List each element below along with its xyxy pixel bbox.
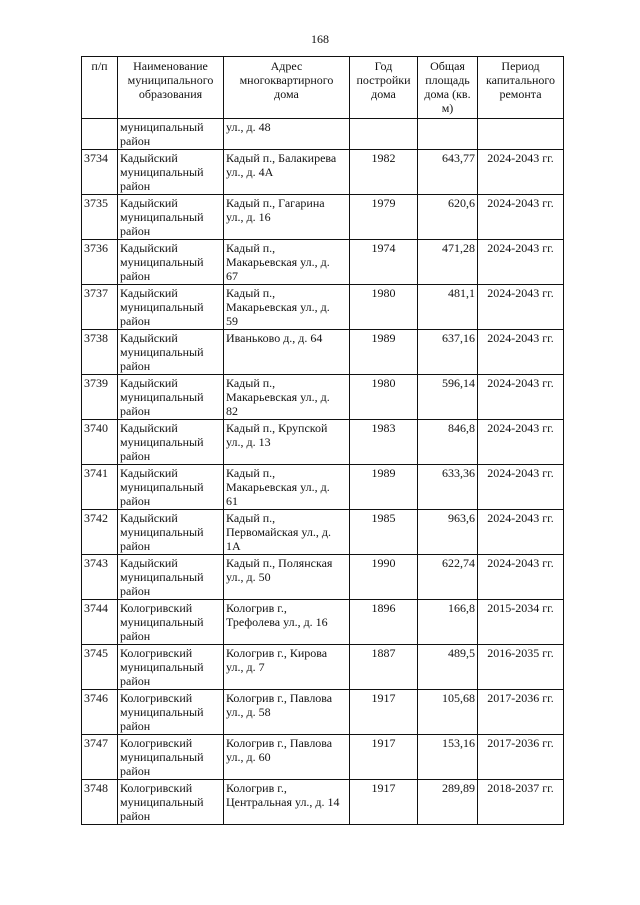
cell-address <box>224 195 350 240</box>
cell-num: 3740 <box>82 420 118 465</box>
table-row <box>82 690 564 735</box>
address-line: Кадый п., <box>226 286 276 300</box>
municipality-line: район <box>120 494 151 508</box>
municipality-line: Кологривский <box>120 601 193 615</box>
cell-num: 3735 <box>82 195 118 240</box>
municipality-line: Кологривский <box>120 691 193 705</box>
municipality-line: муниципальный <box>120 660 204 674</box>
address-line: Макарьевская ул., д. <box>226 255 330 269</box>
cell-period: 2016-2035 гг. <box>478 645 564 690</box>
cell-municipality <box>118 285 224 330</box>
table-row <box>82 195 564 240</box>
cell-area: 963,6 <box>418 510 478 555</box>
cell-year: 1985 <box>350 510 418 555</box>
address-line: Кологрив г., Кирова <box>226 646 328 660</box>
address-line: Макарьевская ул., д. <box>226 300 330 314</box>
cell-area <box>418 119 478 150</box>
cell-area: 633,36 <box>418 465 478 510</box>
municipality-line: муниципальный <box>120 345 204 359</box>
cell-period: 2024-2043 гг. <box>478 465 564 510</box>
table-row <box>82 735 564 780</box>
cell-year <box>350 119 418 150</box>
cell-address <box>224 285 350 330</box>
address-line: Кадый п., Гагарина <box>226 196 325 210</box>
municipality-line: муниципальный <box>120 165 204 179</box>
address-line: 59 <box>226 314 238 328</box>
table-row <box>82 600 564 645</box>
cell-year: 1980 <box>350 285 418 330</box>
cell-address <box>224 645 350 690</box>
cell-municipality <box>118 195 224 240</box>
municipality-line: район <box>120 404 151 418</box>
municipality-line: район <box>120 764 151 778</box>
cell-num: 3746 <box>82 690 118 735</box>
cell-num: 3741 <box>82 465 118 510</box>
cell-num: 3738 <box>82 330 118 375</box>
municipality-line: муниципальный <box>120 210 204 224</box>
cell-num: 3737 <box>82 285 118 330</box>
cell-area: 471,28 <box>418 240 478 285</box>
cell-address <box>224 780 350 825</box>
cell-address <box>224 330 350 375</box>
address-line: 1А <box>226 539 241 553</box>
cell-num: 3747 <box>82 735 118 780</box>
table-row <box>82 645 564 690</box>
address-line: Трефолева ул., д. 16 <box>226 615 328 629</box>
cell-municipality <box>118 330 224 375</box>
address-line: Кадый п., Полянская <box>226 556 333 570</box>
address-line: Кологрив г., <box>226 601 287 615</box>
address-line: Макарьевская ул., д. <box>226 480 330 494</box>
cell-period: 2017-2036 гг. <box>478 690 564 735</box>
cell-area: 622,74 <box>418 555 478 600</box>
cell-period: 2024-2043 гг. <box>478 195 564 240</box>
municipality-line: муниципальный <box>120 255 204 269</box>
cell-period: 2024-2043 гг. <box>478 555 564 600</box>
municipality-line: муниципальный <box>120 570 204 584</box>
cell-year: 1989 <box>350 465 418 510</box>
address-line: 67 <box>226 269 238 283</box>
municipality-line: район <box>120 809 151 823</box>
cell-address <box>224 600 350 645</box>
municipality-line: муниципальный <box>120 705 204 719</box>
cell-year: 1983 <box>350 420 418 465</box>
cell-num: 3748 <box>82 780 118 825</box>
header-address: Адрес многоквартирного дома <box>224 57 350 119</box>
address-line: ул., д. 48 <box>226 120 271 134</box>
municipality-line: Кологривский <box>120 781 193 795</box>
address-line: Кадый п., Балакирева <box>226 151 337 165</box>
header-area: Общая площадь дома (кв. м) <box>418 57 478 119</box>
cell-period: 2024-2043 гг. <box>478 375 564 420</box>
cell-municipality <box>118 510 224 555</box>
cell-municipality <box>118 780 224 825</box>
cell-num: 3745 <box>82 645 118 690</box>
cell-area: 620,6 <box>418 195 478 240</box>
cell-year: 1990 <box>350 555 418 600</box>
municipality-line: Кадыйский <box>120 556 178 570</box>
municipality-line: Кадыйский <box>120 466 178 480</box>
municipality-line: район <box>120 539 151 553</box>
cell-area: 289,89 <box>418 780 478 825</box>
address-line: ул., д. 58 <box>226 705 271 719</box>
cell-municipality <box>118 150 224 195</box>
address-line: Кадый п., Крупской <box>226 421 328 435</box>
cell-area: 643,77 <box>418 150 478 195</box>
cell-num: 3739 <box>82 375 118 420</box>
cell-num: 3734 <box>82 150 118 195</box>
cell-period: 2024-2043 гг. <box>478 510 564 555</box>
cell-num: 3742 <box>82 510 118 555</box>
table-row <box>82 555 564 600</box>
table-row <box>82 510 564 555</box>
address-line: Макарьевская ул., д. <box>226 390 330 404</box>
address-line: ул., д. 7 <box>226 660 265 674</box>
cell-area: 481,1 <box>418 285 478 330</box>
municipality-line: район <box>120 314 151 328</box>
cell-year: 1896 <box>350 600 418 645</box>
cell-municipality <box>118 690 224 735</box>
cell-municipality <box>118 600 224 645</box>
cell-year: 1917 <box>350 735 418 780</box>
cell-year: 1989 <box>350 330 418 375</box>
address-line: ул., д. 50 <box>226 570 271 584</box>
address-line: Кадый п., <box>226 241 276 255</box>
header-num: п/п <box>82 57 118 119</box>
municipality-line: муниципальный <box>120 525 204 539</box>
cell-municipality <box>118 555 224 600</box>
cell-address <box>224 420 350 465</box>
cell-year: 1980 <box>350 375 418 420</box>
cell-period: 2017-2036 гг. <box>478 735 564 780</box>
table-row <box>82 240 564 285</box>
municipality-line: Кадыйский <box>120 151 178 165</box>
municipality-line: муниципальный <box>120 435 204 449</box>
address-line: Кадый п., <box>226 466 276 480</box>
table-row <box>82 150 564 195</box>
table-row <box>82 330 564 375</box>
cell-area: 489,5 <box>418 645 478 690</box>
address-line: ул., д. 4А <box>226 165 274 179</box>
cell-num: 3736 <box>82 240 118 285</box>
municipality-line: район <box>120 224 151 238</box>
municipality-line: Кадыйский <box>120 511 178 525</box>
cell-period: 2024-2043 гг. <box>478 285 564 330</box>
municipality-line: район <box>120 674 151 688</box>
municipality-line: муниципальный <box>120 795 204 809</box>
cell-year: 1979 <box>350 195 418 240</box>
address-line: ул., д. 13 <box>226 435 271 449</box>
municipality-line: муниципальный <box>120 750 204 764</box>
cell-municipality <box>118 240 224 285</box>
cell-year: 1917 <box>350 780 418 825</box>
cell-area: 105,68 <box>418 690 478 735</box>
table-header-row <box>82 57 564 119</box>
cell-address <box>224 150 350 195</box>
cell-address <box>224 735 350 780</box>
address-line: Кадый п., <box>226 376 276 390</box>
municipality-line: район <box>120 134 151 148</box>
page-number: 168 <box>311 32 329 46</box>
cell-period: 2024-2043 гг. <box>478 330 564 375</box>
table-row-continuation <box>82 119 564 150</box>
housing-registry-table <box>81 56 564 825</box>
cell-period: 2024-2043 гг. <box>478 240 564 285</box>
municipality-line: Кадыйский <box>120 241 178 255</box>
cell-address <box>224 510 350 555</box>
cell-year: 1917 <box>350 690 418 735</box>
address-line: Первомайская ул., д. <box>226 525 331 539</box>
cell-municipality <box>118 420 224 465</box>
cell-num: 3743 <box>82 555 118 600</box>
address-line: 82 <box>226 404 238 418</box>
municipality-line: район <box>120 179 151 193</box>
address-line: Кадый п., <box>226 511 276 525</box>
address-line: Кологрив г., Павлова <box>226 691 333 705</box>
municipality-line: Кадыйский <box>120 331 178 345</box>
table-row <box>82 420 564 465</box>
municipality-line: район <box>120 629 151 643</box>
address-line: Кологрив г., Павлова <box>226 736 333 750</box>
table-row <box>82 465 564 510</box>
municipality-line: Кологривский <box>120 646 193 660</box>
address-line: Кологрив г., <box>226 781 287 795</box>
cell-year: 1887 <box>350 645 418 690</box>
municipality-line: Кадыйский <box>120 421 178 435</box>
cell-period: 2024-2043 гг. <box>478 420 564 465</box>
cell-period: 2015-2034 гг. <box>478 600 564 645</box>
table-row <box>82 285 564 330</box>
table-row <box>82 780 564 825</box>
municipality-line: муниципальный <box>120 390 204 404</box>
address-line: ул., д. 60 <box>226 750 271 764</box>
cell-period: 2024-2043 гг. <box>478 150 564 195</box>
municipality-line: район <box>120 719 151 733</box>
municipality-line: район <box>120 584 151 598</box>
cell-address <box>224 555 350 600</box>
address-line: ул., д. 16 <box>226 210 271 224</box>
cell-num <box>82 119 118 150</box>
cell-area: 153,16 <box>418 735 478 780</box>
cell-address <box>224 465 350 510</box>
cell-municipality <box>118 465 224 510</box>
cell-address <box>224 240 350 285</box>
municipality-line: муниципальный <box>120 300 204 314</box>
municipality-line: муниципальный <box>120 615 204 629</box>
municipality-line: муниципальный <box>120 120 204 134</box>
header-year: Год постройки дома <box>350 57 418 119</box>
cell-period <box>478 119 564 150</box>
header-municipality: Наименование муниципального образования <box>118 57 224 119</box>
cell-area: 637,16 <box>418 330 478 375</box>
address-line: Центральная ул., д. 14 <box>226 795 340 809</box>
municipality-line: Кологривский <box>120 736 193 750</box>
municipality-line: район <box>120 359 151 373</box>
municipality-line: Кадыйский <box>120 286 178 300</box>
municipality-line: Кадыйский <box>120 376 178 390</box>
cell-period: 2018-2037 гг. <box>478 780 564 825</box>
header-period: Период капитального ремонта <box>478 57 564 119</box>
cell-area: 846,8 <box>418 420 478 465</box>
cell-municipality <box>118 735 224 780</box>
address-line: 61 <box>226 494 238 508</box>
cell-area: 596,14 <box>418 375 478 420</box>
municipality-line: район <box>120 449 151 463</box>
municipality-line: район <box>120 269 151 283</box>
municipality-line: муниципальный <box>120 480 204 494</box>
municipality-line: Кадыйский <box>120 196 178 210</box>
cell-municipality <box>118 645 224 690</box>
address-line: Иваньково д., д. 64 <box>226 331 323 345</box>
cell-year: 1974 <box>350 240 418 285</box>
cell-address <box>224 375 350 420</box>
table-body <box>82 119 564 825</box>
cell-address <box>224 119 350 150</box>
cell-municipality <box>118 119 224 150</box>
cell-address <box>224 690 350 735</box>
cell-municipality <box>118 375 224 420</box>
cell-area: 166,8 <box>418 600 478 645</box>
cell-year: 1982 <box>350 150 418 195</box>
cell-num: 3744 <box>82 600 118 645</box>
table-row <box>82 375 564 420</box>
